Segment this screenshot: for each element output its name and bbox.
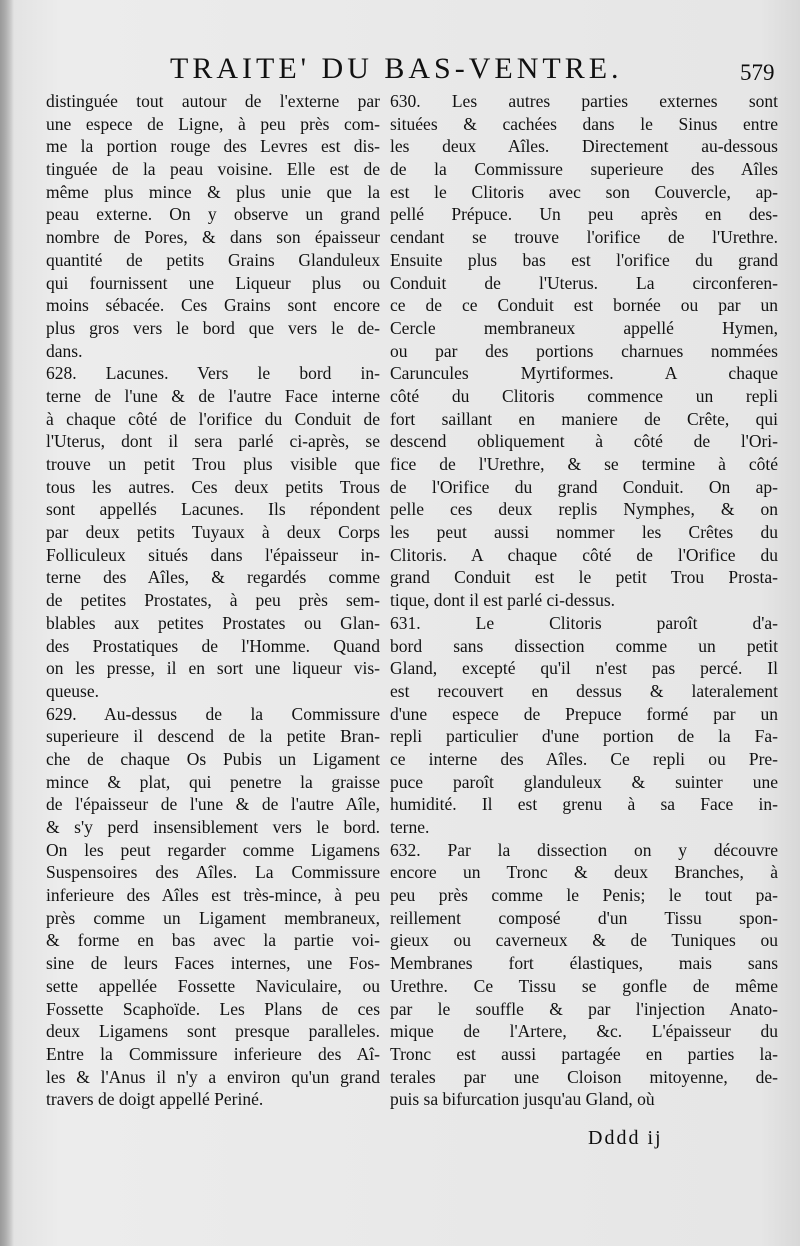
text-line: pellé Prépuce. Un peu après en des- [390, 204, 778, 225]
text-line: distinguée tout autour de l'externe par [46, 91, 380, 111]
text-line: fice de l'Urethre, & se termine à côté [390, 454, 778, 474]
text-line: terne de l'une & de l'autre Face interne [46, 385, 380, 406]
text-line: repli particulier d'une portion de la Fa- [390, 726, 778, 747]
text-line: de petites Prostates, à peu près sem- [46, 590, 380, 611]
text-line: sine de leurs Faces internes, une Fos- [46, 953, 380, 974]
text-line: Cercle membraneux appellé Hymen, [390, 317, 778, 338]
text-line: mique de l'Artere, &c. L'épaisseur du [390, 1021, 778, 1042]
text-line: queuse. [46, 680, 99, 701]
text-line: cendant se trouve l'orifice de l'Urethre. [390, 227, 778, 248]
text-line: Tronc est aussi partagée en parties la- [390, 1043, 778, 1064]
text-line: côté du Clitoris commence un repli [390, 385, 778, 406]
text-line: mince & plat, qui penetre la graisse [46, 771, 380, 792]
text-line: sont appellés Lacunes. Ils répondent [46, 499, 380, 520]
text-line: che de chaque Os Pubis un Ligament [46, 748, 380, 769]
text-line: des Prostatiques de l'Homme. Quand [46, 635, 380, 656]
text-line: ce interne des Aîles. Ce repli ou Pre- [390, 748, 778, 769]
page-header [0, 52, 800, 92]
text-line: de l'épaisseur de l'une & de l'autre Aîle, [46, 794, 380, 815]
text-line: 628. Lacunes. Vers le bord in- [46, 363, 380, 384]
text-line: reillement composé d'un Tissu spon- [390, 907, 778, 928]
text-line: 632. Par la dissection on y découvre [390, 839, 778, 860]
text-line: On les peut regarder comme Ligamens [46, 839, 380, 860]
text-line: l'Uterus, dont il sera parlé ci-après, se [46, 431, 380, 452]
text-line: deux Ligamens sont presque paralleles. [46, 1021, 380, 1042]
text-line: dans. [46, 340, 83, 361]
text-line: encore un Tronc & deux Branches, à [390, 862, 778, 883]
text-line: est recouvert en dessus & lateralement [390, 680, 778, 701]
text-line: tique, dont il est parlé ci-dessus. [390, 590, 616, 611]
text-line: d'une espece de Prepuce formé par un [390, 703, 778, 724]
text-line: de l'Orifice du grand Conduit. On ap- [390, 476, 778, 497]
text-line: 629. Au-dessus de la Commissure [46, 703, 380, 724]
text-line: qui fournissent une Liqueur plus ou [46, 272, 380, 293]
text-line: Ensuite plus bas est l'orifice du grand [390, 249, 778, 270]
text-line: fort saillant en maniere de Crête, qui [390, 408, 778, 429]
text-line: près comme un Ligament membraneux, [46, 907, 380, 928]
text-line: & s'y perd insensiblement vers le bord. [46, 817, 380, 837]
gutter-shadow [0, 0, 14, 1246]
text-line: puis sa bifurcation jusqu'au Gland, où [390, 1089, 655, 1110]
text-line: Gland, excepté qu'il n'est pas percé. Il [390, 658, 778, 679]
text-line: grand Conduit est le petit Trou Prosta- [390, 567, 778, 588]
text-line: me la portion rouge des Levres est dis- [46, 136, 380, 157]
text-line: tous les autres. Ces deux petits Trous [46, 476, 380, 497]
text-line: même plus mince & plus unie que la [46, 181, 380, 202]
text-line: sette appellée Fossette Naviculaire, ou [46, 975, 380, 996]
text-line: est le Clitoris avec son Couvercle, ap- [390, 181, 778, 202]
text-line: descend obliquement à côté de l'Ori- [390, 431, 778, 452]
text-line: Caruncules Myrtiformes. A chaque [390, 363, 778, 384]
text-line: ce de ce Conduit est bornée ou par un [390, 295, 778, 316]
text-line: les & l'Anus il n'y a environ qu'un grand [46, 1066, 380, 1087]
text-line: Entre la Commissure inferieure des Aî- [46, 1043, 380, 1064]
text-line: 630. Les autres parties externes sont [390, 91, 778, 111]
text-line: situées & cachées dans le Sinus entre [390, 113, 778, 134]
text-line: gieux ou caverneux & de Tuniques ou [390, 930, 778, 951]
text-line: nombre de Pores, & dans son épaisseur [46, 227, 380, 248]
text-line: Folliculeux situés dans l'épaisseur in- [46, 544, 380, 565]
text-line: les deux Aîles. Directement au-dessous [390, 136, 778, 157]
signature-mark: Dddd ij [588, 1127, 663, 1149]
text-line: les peut aussi nommer les Crêtes du [390, 522, 778, 543]
text-line: par deux petits Tuyaux à deux Corps [46, 522, 380, 543]
text-line: inferieure des Aîles est très-mince, à peu [46, 885, 380, 906]
text-line: plus gros vers le bord que vers le de- [46, 317, 380, 338]
text-line: terne. [390, 817, 430, 837]
text-line: terales par une Cloison mitoyenne, de- [390, 1066, 778, 1087]
text-line: puce paroît glanduleux & suinter une [390, 771, 778, 792]
text-line: pelle ces deux replis Nymphes, & on [390, 499, 778, 520]
text-line: à chaque côté de l'orifice du Conduit de [46, 408, 380, 429]
text-line: Suspensoires des Aîles. La Commissure [46, 862, 380, 883]
page-number: 579 [740, 60, 775, 85]
text-line: travers de doigt appellé Periné. [46, 1089, 264, 1110]
text-line: on les presse, il en sort une liqueur vis- [46, 658, 380, 679]
text-line: bord sans dissection comme un petit [390, 635, 778, 656]
text-line: Clitoris. A chaque côté de l'Orifice du [390, 544, 778, 565]
text-line: superieure il descend de la petite Bran- [46, 726, 380, 747]
text-line: quantité de petits Grains Glanduleux [46, 249, 380, 270]
text-line: tinguée de la peau voisine. Elle est de [46, 159, 380, 180]
text-line: Urethre. Ce Tissu se gonfle de même [390, 975, 778, 996]
text-line: humidité. Il est grenu à sa Face in- [390, 794, 778, 815]
text-line: & forme en bas avec la partie voi- [46, 930, 380, 951]
text-line: peau externe. On y observe un grand [46, 204, 380, 225]
text-line: Conduit de l'Uterus. La circonferen- [390, 272, 778, 293]
left-column [46, 90, 380, 1111]
text-line: terne des Aîles, & regardés comme [46, 567, 380, 588]
text-line: de la Commissure superieure des Aîles [390, 159, 778, 180]
text-line: une espece de Ligne, à peu près com- [46, 113, 380, 134]
text-line: Membranes fort élastiques, mais sans [390, 953, 778, 974]
text-line: Fossette Scaphoïde. Les Plans de ces [46, 998, 380, 1019]
text-line: blables aux petites Prostates ou Glan- [46, 612, 380, 633]
text-line: moins sébacée. Ces Grains sont encore [46, 295, 380, 316]
right-column [390, 90, 778, 1111]
running-title: TRAITE' DU BAS-VENTRE. [170, 52, 623, 85]
text-line: trouve un petit Trou plus visible que [46, 454, 380, 474]
text-line: 631. Le Clitoris paroît d'a- [390, 612, 778, 633]
text-line: par le souffle & par l'injection Anato- [390, 998, 778, 1019]
text-line: peu près comme le Penis; le tout pa- [390, 885, 778, 906]
text-line: ou par des portions charnues nommées [390, 340, 778, 361]
